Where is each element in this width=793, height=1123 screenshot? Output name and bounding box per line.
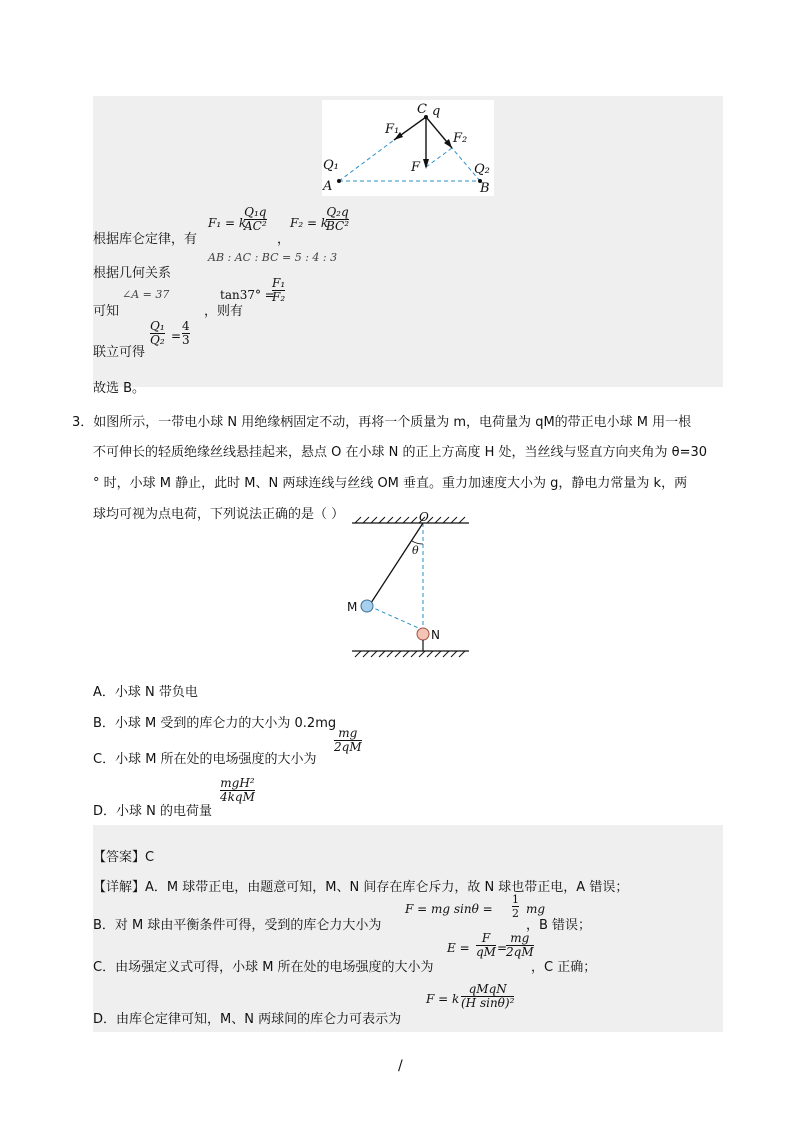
page-mark: / xyxy=(398,1058,403,1074)
q-rden: 3 xyxy=(182,333,190,347)
tan-num: F₁ xyxy=(272,276,286,290)
label-theta: θ xyxy=(412,544,419,557)
coulomb-intro: 根据库仑定律，有 xyxy=(93,232,198,247)
pendulum-diagram xyxy=(345,512,470,662)
option-d-num: mgH² xyxy=(220,776,255,790)
label-F2: F₂ xyxy=(453,131,468,146)
f2-lhs: F₂ = k xyxy=(290,216,329,230)
c-line: C．由场强定义式可得，小球 M 所在处的电场强度的大小为 xyxy=(93,960,434,975)
f2-frac xyxy=(326,206,349,233)
c-end: ，C 正确； xyxy=(531,960,597,975)
label-q: q xyxy=(432,104,441,119)
c-frac-2 xyxy=(506,932,534,959)
c-eq: = xyxy=(497,941,508,955)
q-den: Q₂ xyxy=(150,333,165,347)
answer-line: 【答案】C xyxy=(93,850,155,865)
b-end: ，B 错误； xyxy=(526,918,592,933)
f1-num: Q₁q xyxy=(244,205,267,219)
q-eq: = xyxy=(171,329,182,343)
b-den: 2 xyxy=(512,907,519,920)
b-frac xyxy=(512,893,519,920)
d-den: (H sinθ)² xyxy=(461,996,515,1010)
c-den-2: 2qM xyxy=(506,945,534,959)
choose-b: 故选 B。 xyxy=(93,381,146,396)
q-result-frac xyxy=(182,320,190,347)
question-line-2: 不可伸长的轻质绝缘丝线悬挂起来，悬点 O 在小球 N 的正上方高度 H 处，当丝线与竖直方向夹角为 θ=30 xyxy=(93,445,708,460)
f2-num: Q₂q xyxy=(326,205,349,219)
combine-label: 联立可得 xyxy=(93,345,146,360)
tan-lhs: tan37° = xyxy=(220,288,275,302)
d-num: qMqN xyxy=(468,982,507,996)
label-C: C xyxy=(417,102,427,117)
angle-a: ∠A = 37 xyxy=(122,288,170,301)
b-line: B．对 M 球由平衡条件可得，受到的库仑力大小为 xyxy=(93,918,382,933)
b-tail: mg xyxy=(526,902,546,916)
tan-frac xyxy=(272,277,285,304)
label-M: M xyxy=(347,600,358,614)
f1-lhs: F₁ = k xyxy=(208,216,247,230)
force-triangle-diagram xyxy=(322,100,494,196)
b-formula: F = mg sinθ = xyxy=(405,902,493,916)
c-formula-lhs: E = xyxy=(447,941,470,955)
q-rnum: 4 xyxy=(182,319,190,333)
coulomb-comma: ， xyxy=(277,232,291,247)
c-den-1: qM xyxy=(476,945,496,959)
charge-ratio-frac xyxy=(150,320,165,347)
label-B: B xyxy=(480,181,490,196)
geometry-label: 根据几何关系 xyxy=(93,266,172,281)
label-Q2: Q₂ xyxy=(474,162,490,177)
label-N: N xyxy=(431,628,440,642)
label-F1: F₁ xyxy=(385,122,400,137)
option-c-frac xyxy=(334,727,362,754)
question-line-3: ° 时，小球 M 静止，此时 M、N 两球连线与丝线 OM 垂直。重力加速度大小为 g，静电力常量为 k，两 xyxy=(93,476,688,491)
q-num: Q₁ xyxy=(150,319,165,333)
c-frac-1 xyxy=(476,932,496,959)
option-d: D．小球 N 的电荷量 xyxy=(93,804,212,819)
c-num-2: mg xyxy=(510,931,530,945)
option-a: A．小球 N 带负电 xyxy=(93,685,198,700)
option-d-den: 4kqM xyxy=(220,790,255,804)
detail-line: 【详解】A．M 球带正电，由题意可知，M、N 间存在库仑斥力，故 N 球也带正电，A 错误； xyxy=(93,880,629,895)
d-frac xyxy=(461,983,514,1010)
option-c: C．小球 M 所在处的电场强度的大小为 xyxy=(93,752,317,767)
label-Q1: Q₁ xyxy=(323,158,339,173)
label-A: A xyxy=(323,179,333,194)
question-line-1: 3．如图所示，一带电小球 N 用绝缘柄固定不动，再将一个质量为 m，电荷量为 qM的带正电小球 M 用一根 xyxy=(72,415,692,430)
option-c-den: 2qM xyxy=(334,740,362,754)
option-c-num: mg xyxy=(338,726,358,740)
option-b: B．小球 M 受到的库仑力的大小为 0.2mg xyxy=(93,716,337,731)
label-O: O xyxy=(419,512,429,524)
b-num: 1 xyxy=(512,893,519,906)
f1-frac xyxy=(244,206,267,233)
known-label: 可知 xyxy=(93,304,120,319)
tan-den: F₂ xyxy=(272,290,286,304)
question-line-4: 球均可视为点电荷，下列说法正确的是（ ） xyxy=(93,507,345,522)
d-formula-lhs: F = k xyxy=(426,992,460,1006)
c-num-1: F xyxy=(481,931,491,945)
f1-den: AC² xyxy=(244,219,267,233)
option-d-frac xyxy=(220,777,255,804)
label-F: F xyxy=(411,160,421,175)
then-label: ，则有 xyxy=(204,304,244,319)
side-ratio: AB : AC : BC = 5 : 4 : 3 xyxy=(208,251,338,264)
f2-den: BC² xyxy=(326,219,350,233)
d-line: D．由库仑定律可知，M、N 两球间的库仑力可表示为 xyxy=(93,1012,402,1027)
